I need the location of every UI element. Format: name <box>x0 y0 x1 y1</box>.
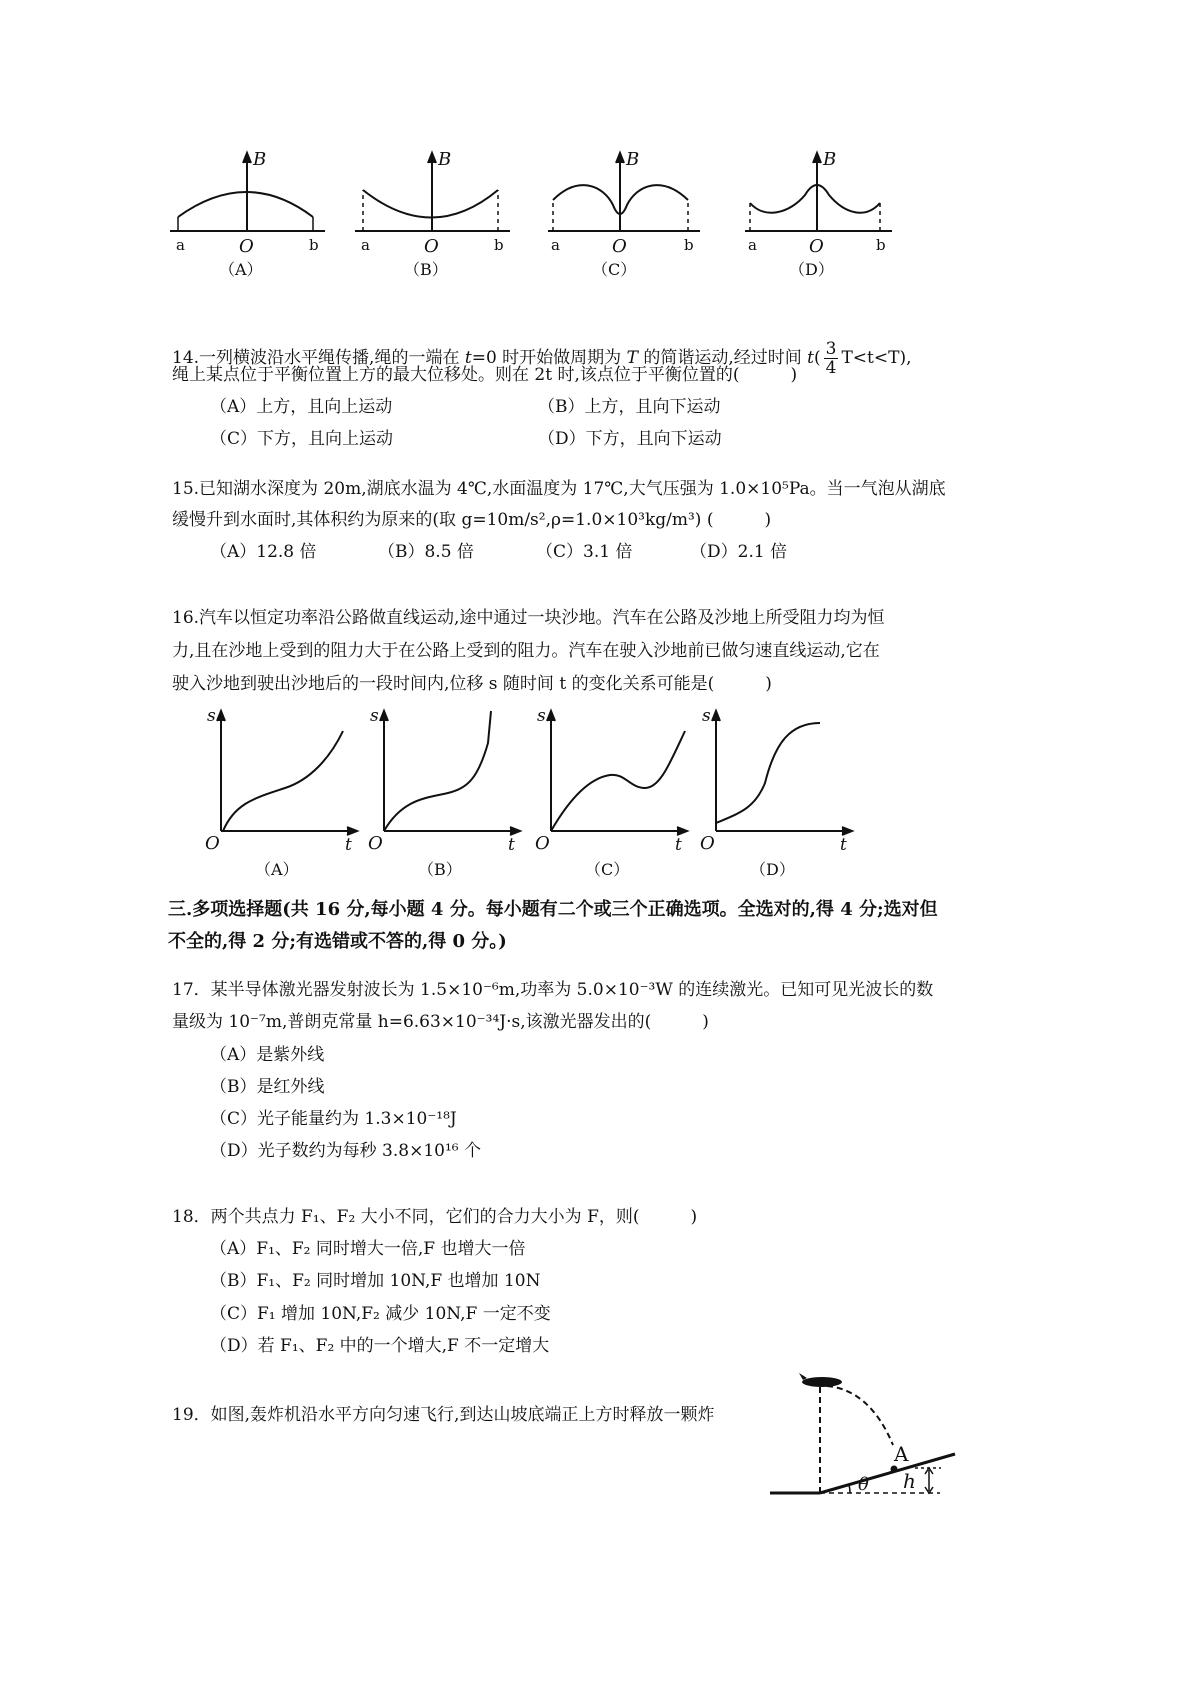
q13-axis-label: B <box>253 149 267 170</box>
bomber-plane-icon <box>799 1373 842 1387</box>
q16-s-axis-arrow <box>217 711 225 721</box>
q13-b-axis-arrow <box>428 153 436 163</box>
q13-label-a: a <box>551 236 560 254</box>
angle-label: θ <box>858 1474 869 1495</box>
q13-origin-label: O <box>809 236 824 257</box>
q17-option-c: （C）光子能量约为 1.3×10⁻¹⁸J <box>210 1109 457 1129</box>
q14-option-b: （B）上方，且向下运动 <box>538 397 721 417</box>
q16-origin-label: O <box>535 833 550 854</box>
q15-option-c: （C）3.1 倍 <box>536 542 633 562</box>
q13-b-axis-arrow <box>616 153 624 163</box>
q16-t-label: t <box>840 835 847 855</box>
q13-b-curve <box>750 185 880 213</box>
q18-option-a: （A）F₁、F₂ 同时增大一倍,F 也增大一倍 <box>210 1239 526 1259</box>
bomb-trajectory <box>827 1386 893 1445</box>
q16-s-label: s <box>537 706 546 726</box>
q16-graph-b <box>368 706 520 879</box>
q13-axis-label: B <box>626 149 640 170</box>
q16-s-t-curve <box>223 731 343 831</box>
q13-figure-a <box>170 149 325 279</box>
q16-s-t-curve <box>384 711 491 831</box>
q14-option-a: （A）上方，且向上运动 <box>210 397 393 417</box>
q16-s-axis-arrow <box>712 711 720 721</box>
q16-s-axis-arrow <box>380 711 388 721</box>
q16-t-axis-arrow <box>842 827 852 835</box>
q13-figures <box>170 145 950 285</box>
q13-label-b: b <box>494 236 504 254</box>
q16-t-axis-arrow <box>347 827 357 835</box>
q13-origin-label: O <box>424 236 439 257</box>
q16-t-label: t <box>508 835 515 855</box>
q16-origin-label: O <box>205 833 220 854</box>
q15-option-b: （B）8.5 倍 <box>378 542 474 562</box>
q13-origin-label: O <box>612 236 627 257</box>
q16-t-axis-arrow <box>677 827 687 835</box>
q13-figure-b <box>355 149 510 279</box>
q13-label-b: b <box>876 236 886 254</box>
q13-caption: （A） <box>219 260 263 279</box>
point-a-marker <box>891 1466 898 1473</box>
q17-stem-line2: 量级为 10⁻⁷m,普朗克常量 h=6.63×10⁻³⁴J·s,该激光器发出的( ) <box>172 1012 709 1032</box>
q13-b-axis-arrow <box>813 153 821 163</box>
q17-option-d: （D）光子数约为每秒 3.8×10¹⁶ 个 <box>210 1141 481 1161</box>
q13-origin-label: O <box>239 236 254 257</box>
q14-option-c: （C）下方，且向上运动 <box>210 429 394 449</box>
q18-stem: 18．两个共点力 F₁、F₂ 大小不同，它们的合力大小为 F，则( ) <box>172 1207 698 1227</box>
q16-s-label: s <box>207 706 216 726</box>
q16-origin-label: O <box>368 833 383 854</box>
q14-stem-line1: 14.一列横波沿水平绳传播,绳的一端在 t=0 时开始做周期为 T 的简谐运动,经过时间 t( $\frac{3}{4}$ T<t<T), <box>172 339 912 378</box>
section3-heading-line2: 不全的,得 2 分;有选错或不答的,得 0 分。) <box>168 931 507 952</box>
q16-figures <box>195 703 865 883</box>
q16-graph-a <box>205 706 357 879</box>
q13-label-b: b <box>309 236 319 254</box>
q16-s-t-curve <box>551 731 685 831</box>
q15-stem-line1: 15.已知湖水深度为 20m,湖底水温为 4℃,水面温度为 17℃,大气压强为 1.0×10⁵Pa。当一气泡从湖底 <box>172 479 946 499</box>
q13-label-a: a <box>176 236 185 254</box>
q15-stem-line2: 缓慢升到水面时,其体积约为原来的(取 g=10m/s²,ρ=1.0×10³kg/m³) ( ) <box>172 510 772 530</box>
q16-t-axis-arrow <box>510 827 520 835</box>
q18-option-b: （B）F₁、F₂ 同时增加 10N,F 也增加 10N <box>210 1271 541 1291</box>
q16-caption: （A） <box>255 860 299 879</box>
height-label: h <box>903 1469 916 1493</box>
q19-stem: 19．如图,轰炸机沿水平方向匀速飞行,到达山坡底端正上方时释放一颗炸 <box>172 1405 715 1425</box>
q16-stem-line3: 驶入沙地到驶出沙地后的一段时间内,位移 s 随时间 t 的变化关系可能是( ) <box>172 674 772 694</box>
q13-figure-c <box>548 149 700 279</box>
q16-graph-c <box>535 706 687 879</box>
q16-s-label: s <box>702 706 711 726</box>
q17-option-a: （A）是紫外线 <box>210 1045 325 1065</box>
q13-label-b: b <box>684 236 694 254</box>
q16-s-label: s <box>370 706 379 726</box>
q18-option-c: （C）F₁ 增加 10N,F₂ 减少 10N,F 一定不变 <box>210 1304 551 1324</box>
q16-origin-label: O <box>700 833 715 854</box>
q13-b-curve <box>178 192 313 217</box>
q13-caption: （B） <box>404 260 448 279</box>
q16-t-label: t <box>675 835 682 855</box>
q13-label-a: a <box>748 236 757 254</box>
q13-axis-label: B <box>823 149 837 170</box>
angle-arc <box>849 1485 850 1493</box>
q16-caption: （B） <box>418 860 462 879</box>
q18-option-d: （D）若 F₁、F₂ 中的一个增大,F 不一定增大 <box>210 1336 550 1356</box>
q13-caption: （D） <box>789 260 834 279</box>
q14-option-d: （D）下方，且向下运动 <box>538 429 722 449</box>
q16-t-label: t <box>345 835 352 855</box>
q13-figure-d <box>745 149 892 279</box>
q17-stem-line1: 17．某半导体激光器发射波长为 1.5×10⁻⁶m,功率为 5.0×10⁻³W 的连续激光。已知可见光波长的数 <box>172 980 934 1000</box>
q16-s-t-curve <box>716 723 820 823</box>
q13-axis-label: B <box>438 149 452 170</box>
slope-line <box>820 1454 955 1493</box>
point-a-label: A <box>894 1442 909 1466</box>
q13-label-a: a <box>361 236 370 254</box>
q19-figure <box>765 1370 970 1510</box>
q15-option-a: （A）12.8 倍 <box>210 542 317 562</box>
q13-b-curve <box>363 190 498 218</box>
q13-caption: （C） <box>592 260 637 279</box>
q16-caption: （C） <box>585 860 630 879</box>
q17-option-b: （B）是红外线 <box>210 1077 325 1097</box>
q13-b-axis-arrow <box>243 153 251 163</box>
q16-stem-line1: 16.汽车以恒定功率沿公路做直线运动,途中通过一块沙地。汽车在公路及沙地上所受阻力均为恒 <box>172 608 885 628</box>
q14-stem-line2: 绳上某点位于平衡位置上方的最大位移处。则在 2t 时,该点位于平衡位置的( ) <box>172 365 798 385</box>
q16-caption: （D） <box>750 860 795 879</box>
fraction-three-quarters: $\frac{3}{4}$ <box>825 339 837 378</box>
q16-stem-line2: 力,且在沙地上受到的阻力大于在公路上受到的阻力。汽车在驶入沙地前已做匀速直线运动,它在 <box>172 641 880 661</box>
q16-s-axis-arrow <box>547 711 555 721</box>
section3-heading-line1: 三.多项选择题(共 16 分,每小题 4 分。每小题有二个或三个正确选项。全选对的,得 4 分;选对但 <box>168 899 938 920</box>
q16-graph-d <box>700 706 852 879</box>
q15-option-d: （D）2.1 倍 <box>690 542 788 562</box>
